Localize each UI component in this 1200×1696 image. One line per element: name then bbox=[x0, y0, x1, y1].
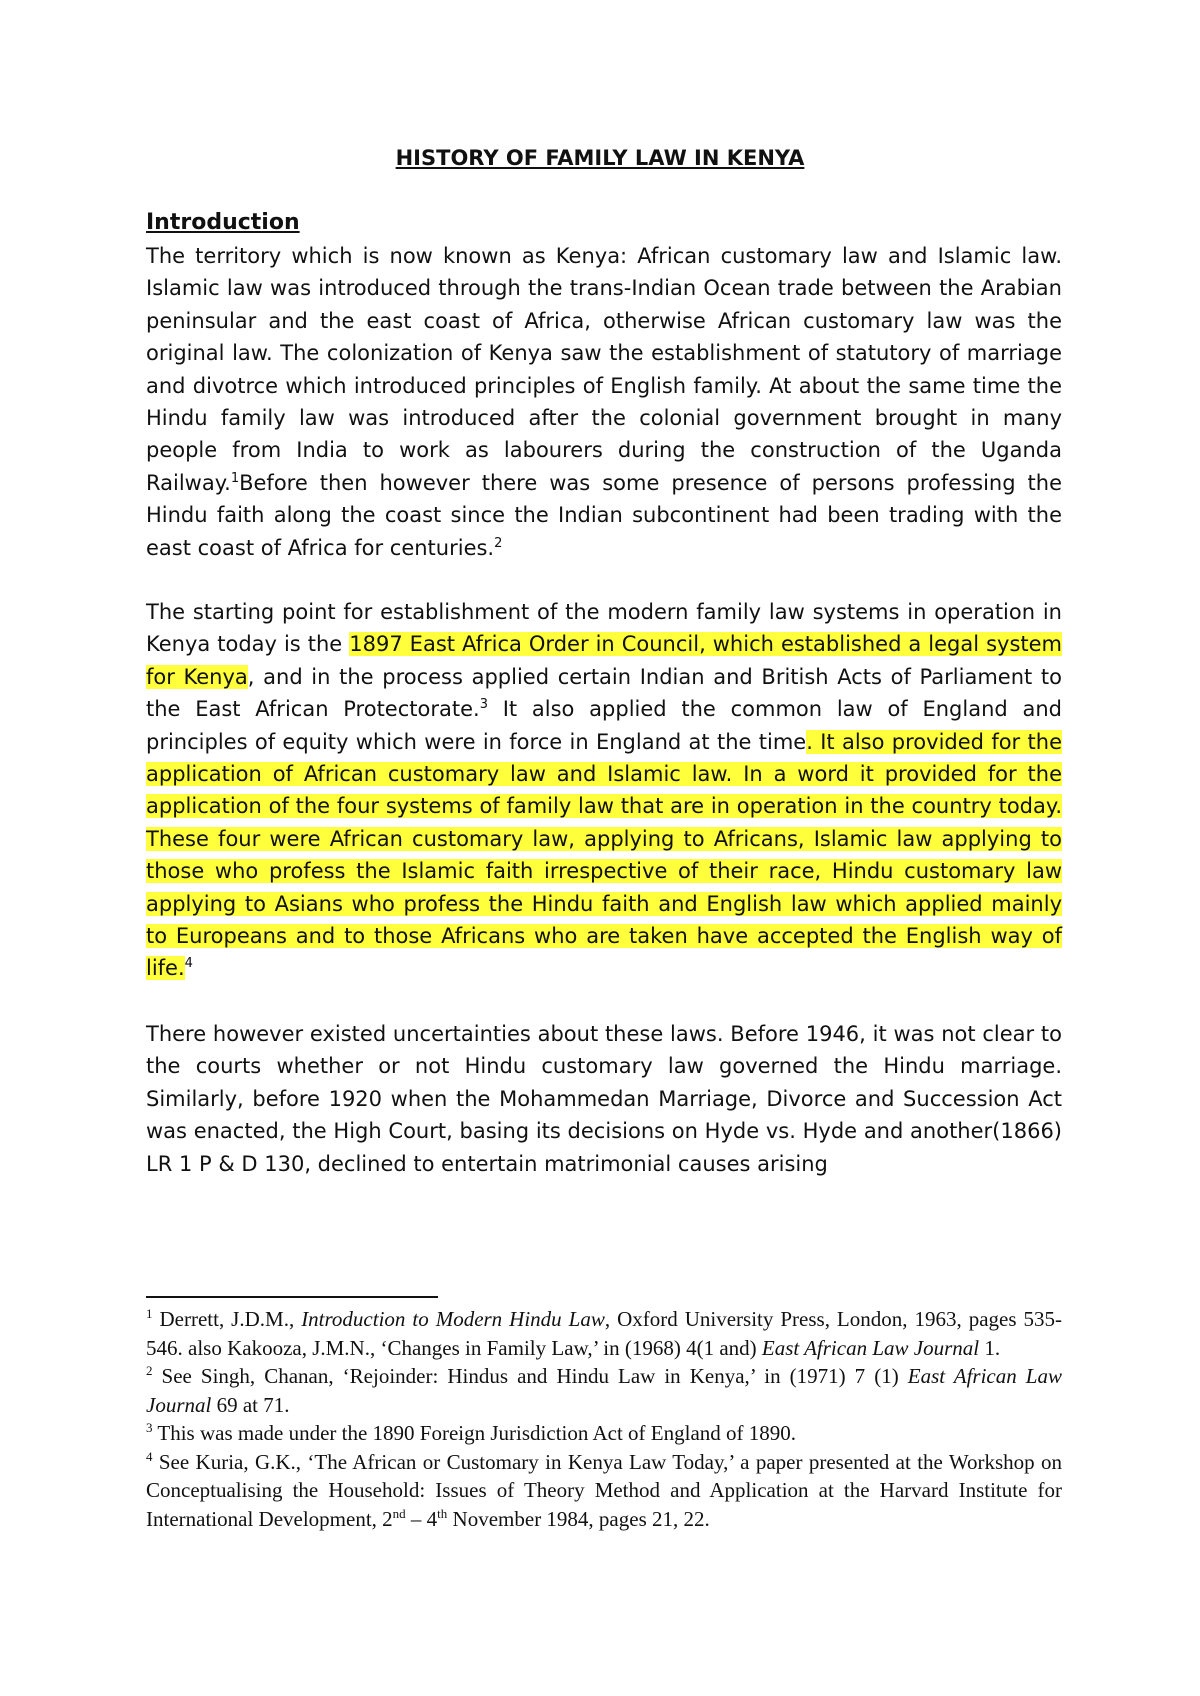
paragraph-1-text-a: The territory which is now known as Kenya: African customary law and Islamic law. Islamic law was introduced through the trans-Indian Ocean trade between the Arabian peninsular and the east coast of Africa, otherwise African customary law was the original law. The colonization of Kenya saw the establishment of statutory of marriage and divotrce which introduced principles of English family. At about the same time the Hindu family law was introduced after the colonial government brought in many people from India to work as labourers during the construction of the Uganda Railway. bbox=[146, 244, 1062, 495]
footnote-2-mark: 2 bbox=[146, 1363, 153, 1378]
footnote-1-mark: 1 bbox=[146, 1306, 153, 1321]
footnote-4-text-3: November 1984, pages 21, 22. bbox=[447, 1506, 710, 1531]
footnote-3-mark: 3 bbox=[146, 1420, 153, 1435]
footnote-ref-1: 1 bbox=[230, 470, 240, 486]
footnote-1-book-title: Introduction to Modern Hindu Law bbox=[301, 1307, 605, 1331]
footnote-4-ordinal-2: th bbox=[437, 1505, 448, 1521]
footnote-1-text: Derrett, J.D.M., bbox=[152, 1307, 302, 1331]
section-heading-introduction: Introduction bbox=[146, 210, 300, 235]
highlight-four-systems: . It also provided for the application of African customary law and Islamic law. In a word it provided for the application of the four systems of family law that are in operation in the country today. These four were African customary law, applying to Africans, Islamic law applying to those who profess the Islamic faith irrespective of their race, Hindu customary law applying to Asians who profess the Hindu faith and English law which applied mainly to Europeans and to those Africans who are taken have accepted the English way of life. bbox=[146, 729, 1062, 981]
paragraph-1-text-b: Before then however there was some presence of persons professing the Hindu faith along the coast since the Indian subcontinent had been trading with the east coast of Africa for centuries. bbox=[146, 470, 1062, 560]
footnote-4-text-2: – 4 bbox=[405, 1506, 438, 1531]
footnote-4-ordinal-1: nd bbox=[392, 1505, 406, 1521]
paragraph-2-text-b: , and in the process applied certain Indian and British Acts of Parliament to the East African Protectorate. bbox=[146, 664, 1062, 722]
footnote-1-text-3: 1. bbox=[979, 1335, 1001, 1360]
footnote-1 bbox=[146, 1305, 1062, 1362]
footnote-4-mark: 4 bbox=[146, 1448, 153, 1464]
paragraph-1 bbox=[146, 240, 1062, 564]
footnote-ref-3: 3 bbox=[479, 697, 488, 713]
footnotes bbox=[146, 1305, 1062, 1533]
footnote-3-text: This was made under the 1890 Foreign Jurisdiction Act of England of 1890. bbox=[152, 1421, 797, 1445]
footnote-4-text: See Kuria, G.K., ‘The African or Customary in Kenya Law Today,’ a paper presented at the Workshop on Conceptualising the Household: Issues of Theory Method and Application at the Harvard Institute for International Development, 2 bbox=[146, 1449, 1062, 1531]
highlight-order-in-council: 1897 East Africa Order in Council, which established a legal system for Kenya bbox=[146, 632, 1062, 689]
footnote-1-journal: East African Law Journal bbox=[761, 1335, 980, 1360]
footnote-2 bbox=[146, 1362, 1062, 1419]
footnote-2-journal: East African Law Journal bbox=[146, 1364, 1062, 1417]
paragraph-2 bbox=[146, 596, 1062, 985]
footnote-3 bbox=[146, 1419, 1062, 1448]
footnote-2-text: See Singh, Chanan, ‘Rejoinder: Hindus and Hindu Law in Kenya,’ in (1971) 7 (1) bbox=[152, 1364, 908, 1388]
footnote-4 bbox=[146, 1448, 1062, 1534]
footnote-separator bbox=[146, 1296, 438, 1298]
paragraph-2-text-c: It also applied the common law of England and principles of equity which were in force in England at the time bbox=[146, 697, 1062, 754]
footnote-ref-4: 4 bbox=[184, 956, 193, 972]
footnote-ref-2: 2 bbox=[494, 535, 503, 551]
document-title: HISTORY OF FAMILY LAW IN KENYA bbox=[395, 146, 805, 170]
paragraph-3: There however existed uncertainties about these laws. Before 1946, it was not clear to the courts whether or not Hindu customary law governed the Hindu marriage. Similarly, before 1920 when the Mohammedan Marriage, Divorce and Succession Act was enacted, the High Court, basing its decisions on Hyde vs. Hyde and another(1866) LR 1 P & D 130, declined to entertain matrimonial causes arising bbox=[146, 1022, 1062, 1176]
footnote-1-text-2: , Oxford University Press, London, 1963, pages 535-546. also Kakooza, J.M.N., ‘Changes in Family Law,’ in (1968) 4(1 and) bbox=[146, 1307, 1063, 1360]
footnote-2-text-2: 69 at 71. bbox=[211, 1392, 290, 1417]
paragraph-2-text-a: The starting point for establishment of the modern family law systems in operation in Kenya today is the bbox=[146, 600, 1062, 657]
